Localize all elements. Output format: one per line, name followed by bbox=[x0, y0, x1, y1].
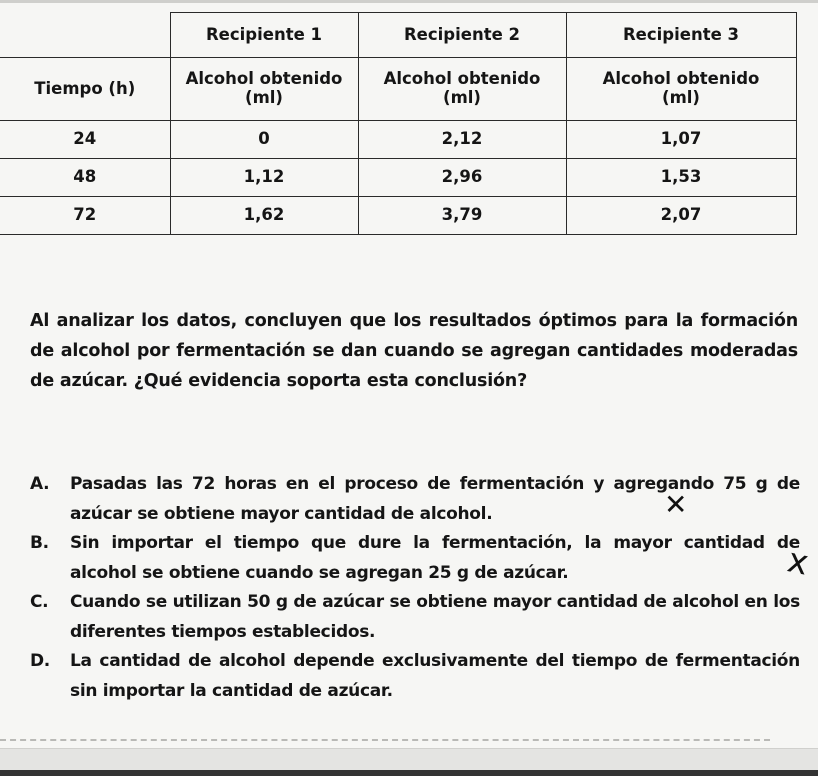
cell-time: 24 bbox=[0, 121, 170, 159]
alcohol-data-table bbox=[0, 12, 797, 235]
table-row bbox=[0, 121, 796, 159]
header-tiempo: Tiempo (h) bbox=[0, 58, 170, 121]
table-row bbox=[0, 197, 796, 235]
option-b-text: Sin importar el tiempo que dure la fermentación, la mayor cantidad de alcohol se obtiene cuando se agregan 25 g de azúcar. bbox=[70, 533, 800, 583]
option-d[interactable] bbox=[30, 647, 800, 706]
header-alcohol-2 bbox=[358, 58, 566, 121]
cell-recipiente-3: 1,07 bbox=[566, 121, 796, 159]
question-text: Al analizar los datos, concluyen que los resultados óptimos para la formación de alcohol por fermentación se dan cuando se agregan cantidades moderadas de azúcar. ¿Qué evidencia soporta esta conclusión? bbox=[30, 311, 798, 391]
top-border-line bbox=[0, 0, 818, 3]
header-alcohol-3-line1: Alcohol obtenido bbox=[602, 69, 760, 89]
header-alcohol-3 bbox=[566, 58, 796, 121]
cell-recipiente-1: 0 bbox=[170, 121, 358, 159]
table-header-row-units bbox=[0, 58, 796, 121]
cell-recipiente-3: 2,07 bbox=[566, 197, 796, 235]
handwritten-x-mark-icon: ✕ bbox=[664, 488, 688, 521]
header-alcohol-1 bbox=[170, 58, 358, 121]
header-alcohol-1-line1: Alcohol obtenido bbox=[185, 69, 343, 89]
handwritten-cross-mark-icon: ⅹ bbox=[784, 540, 813, 584]
table-header-row-recipients bbox=[0, 13, 796, 58]
bottom-edge-strip bbox=[0, 770, 818, 776]
cell-time: 48 bbox=[0, 159, 170, 197]
option-d-letter: D. bbox=[30, 651, 50, 671]
option-c-text: Cuando se utilizan 50 g de azúcar se obtiene mayor cantidad de alcohol en los diferentes tiempos establecidos. bbox=[70, 592, 800, 642]
dashed-divider bbox=[0, 739, 770, 741]
option-b-letter: B. bbox=[30, 533, 49, 553]
table-row bbox=[0, 159, 796, 197]
option-c-letter: C. bbox=[30, 592, 49, 612]
option-d-text: La cantidad de alcohol depende exclusivamente del tiempo de fermentación sin importar la cantidad de azúcar. bbox=[70, 651, 800, 701]
option-b[interactable] bbox=[30, 529, 800, 588]
header-alcohol-2-line2: (ml) bbox=[443, 88, 481, 107]
cell-recipiente-2: 2,12 bbox=[358, 121, 566, 159]
cell-recipiente-2: 3,79 bbox=[358, 197, 566, 235]
option-c[interactable] bbox=[30, 588, 800, 647]
option-a-letter: A. bbox=[30, 474, 50, 494]
header-alcohol-2-line1: Alcohol obtenido bbox=[383, 69, 541, 89]
header-alcohol-3-line2: (ml) bbox=[662, 88, 700, 107]
header-alcohol-1-line2: (ml) bbox=[245, 88, 283, 107]
header-recipiente-2: Recipiente 2 bbox=[358, 13, 566, 58]
option-a-text: Pasadas las 72 horas en el proceso de fermentación y agregando 75 g de azúcar se obtiene mayor cantidad de alcohol. bbox=[70, 474, 800, 524]
header-recipiente-3: Recipiente 3 bbox=[566, 13, 796, 58]
cell-time: 72 bbox=[0, 197, 170, 235]
cell-recipiente-1: 1,12 bbox=[170, 159, 358, 197]
header-recipiente-1: Recipiente 1 bbox=[170, 13, 358, 58]
cell-recipiente-1: 1,62 bbox=[170, 197, 358, 235]
cell-recipiente-2: 2,96 bbox=[358, 159, 566, 197]
table-corner-cell bbox=[0, 13, 170, 58]
cell-recipiente-3: 1,53 bbox=[566, 159, 796, 197]
data-table-container bbox=[0, 12, 796, 235]
